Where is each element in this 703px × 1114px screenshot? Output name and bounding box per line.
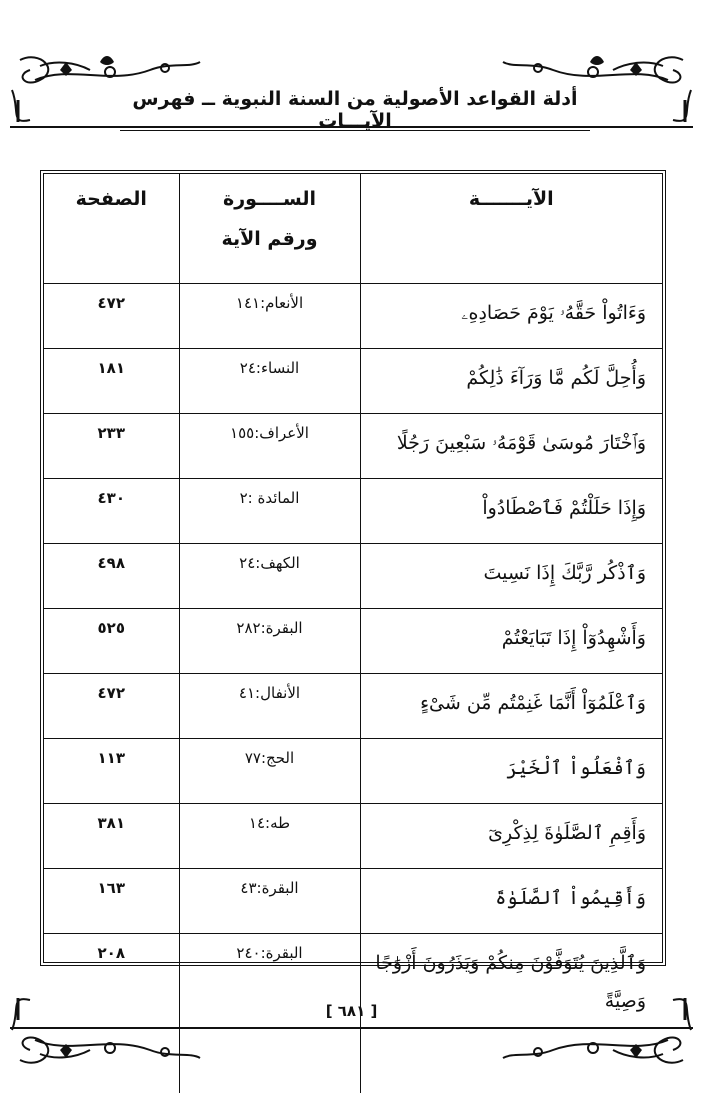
page-cell: ٢٣٣ [44, 414, 179, 479]
page-number: [ ٦٨١ ] [325, 1002, 378, 1020]
ayah-cell: وَٱعْلَمُوٓاْ أَنَّمَا غَنِمْتُم مِّن شَىْءٍ [360, 674, 662, 739]
surah-cell: الحج:٧٧ [179, 739, 360, 804]
ayah-cell: وَأَقِمِ ٱلصَّلَوٰةَ لِذِكْرِىٓ [360, 804, 662, 869]
ayah-cell: وَٱخْتَارَ مُوسَىٰ قَوْمَهُۥ سَبْعِينَ رَجُلًا [360, 414, 662, 479]
page-cell: ٣٨١ [44, 804, 179, 869]
verses-index-table [44, 174, 662, 1093]
table-row [44, 544, 662, 609]
header-page: الصفحة [44, 174, 179, 284]
page-cell: ١١٣ [44, 739, 179, 804]
table-row [44, 479, 662, 544]
page-cell: ٤٧٢ [44, 674, 179, 739]
table-row [44, 804, 662, 869]
page-cell: ٥٢٥ [44, 609, 179, 674]
table-header-row [44, 174, 662, 284]
page-cell: ٤٧٢ [44, 284, 179, 349]
header-divider [10, 126, 693, 128]
surah-cell: الأنعام:١٤١ [179, 284, 360, 349]
header-ayah: الآيـــــــة [468, 188, 554, 210]
page-header-title: أدلة القواعد الأصولية من السنة النبوية ــ فهرس الآيـــات [132, 88, 578, 132]
surah-cell: المائدة :٢ [179, 479, 360, 544]
table-row [44, 609, 662, 674]
page-cell: ١٨١ [44, 349, 179, 414]
page-cell: ٤٩٨ [44, 544, 179, 609]
ayah-cell: وَإِذَا حَلَلْتُمْ فَٱصْطَادُواْ [360, 479, 662, 544]
table-row [44, 414, 662, 479]
page-cell: ١٦٣ [44, 869, 179, 934]
table-row [44, 674, 662, 739]
page-cell: ٢٠٨ [44, 934, 179, 1094]
ayah-cell: وَٱلَّذِينَ يُتَوَفَّوْنَ مِنكُمْ وَيَذَرُونَ أَزْوَٰجًا وَصِيَّةً [360, 934, 662, 1094]
surah-cell: طه:١٤ [179, 804, 360, 869]
header-surah-line2: ورقم الآية [221, 228, 318, 250]
surah-cell: البقرة:٤٣ [179, 869, 360, 934]
header-surah [179, 174, 360, 284]
ayah-cell: وَأَقِيمُواْ ٱلصَّلَوٰةَ [360, 869, 662, 934]
surah-cell: البقرة:٢٨٢ [179, 609, 360, 674]
ayah-cell: وَٱذْكُر رَّبَّكَ إِذَا نَسِيتَ [360, 544, 662, 609]
ayah-cell: وَأَشْهِدُوٓاْ إِذَا تَبَايَعْتُمْ [360, 609, 662, 674]
page-cell: ٤٣٠ [44, 479, 179, 544]
table-row [44, 869, 662, 934]
surah-cell: النساء:٢٤ [179, 349, 360, 414]
table-row [44, 739, 662, 804]
bottom-ornament [0, 990, 703, 1080]
ayah-cell: وَٱفْعَلُواْ ٱلْخَيْرَ [360, 739, 662, 804]
ayah-cell: وَأُحِلَّ لَكُم مَّا وَرَآءَ ذَٰلِكُمْ [360, 349, 662, 414]
table-row [44, 349, 662, 414]
surah-cell: البقرة:٢٤٠ [179, 934, 360, 1094]
surah-cell: الأعراف:١٥٥ [179, 414, 360, 479]
ayah-cell: وَءَاتُواْ حَقَّهُۥ يَوْمَ حَصَادِهِۦ [360, 284, 662, 349]
header-underline [120, 130, 590, 131]
table-row [44, 284, 662, 349]
surah-cell: الكهف:٢٤ [179, 544, 360, 609]
surah-cell: الأنفال:٤١ [179, 674, 360, 739]
header-surah-line1: الســــورة [222, 188, 317, 210]
